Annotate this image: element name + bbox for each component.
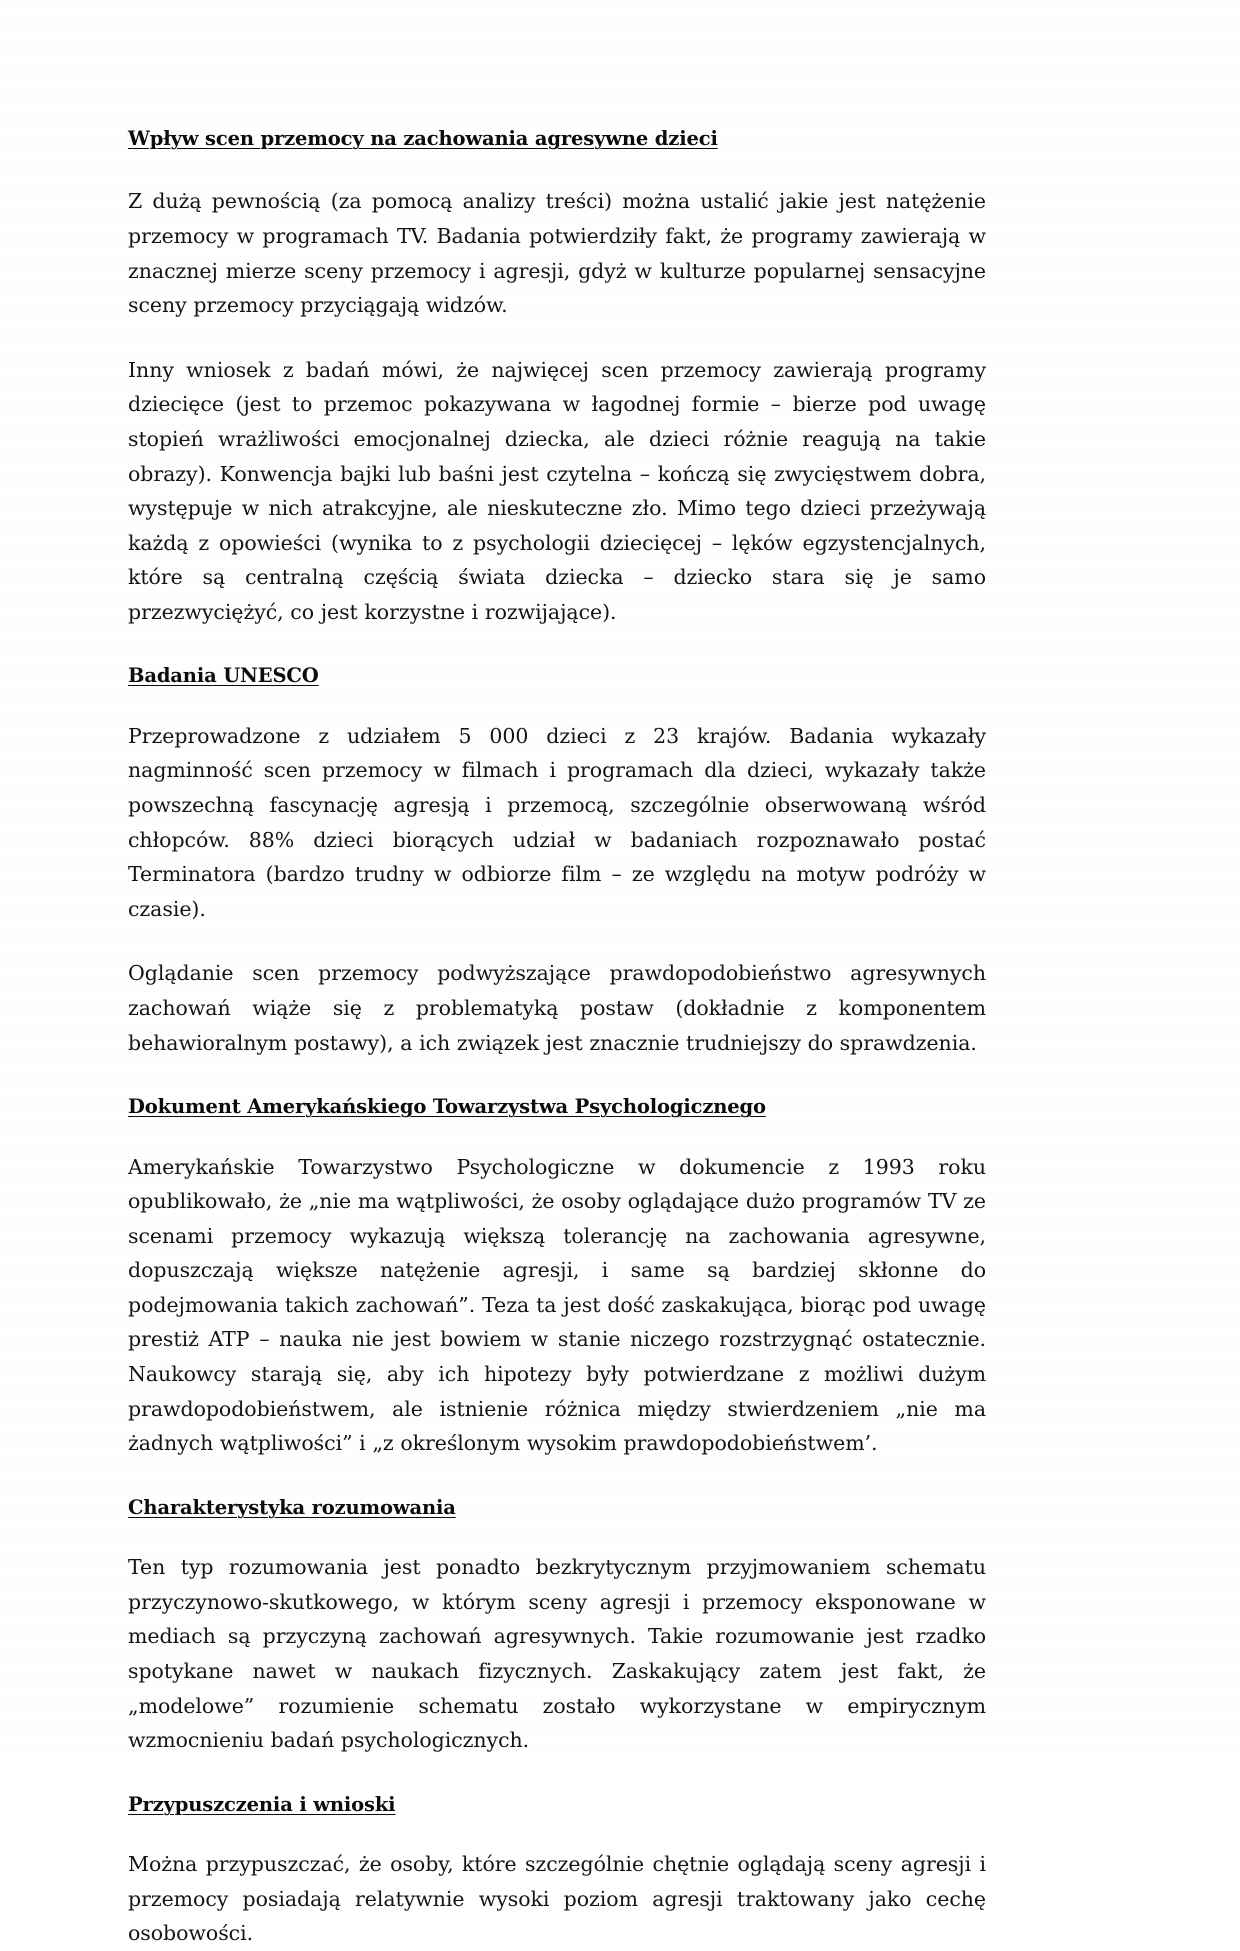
paragraph-unesco-results: Przeprowadzone z udziałem 5 000 dzieci z 23 krajów. Badania wykazały nagminność scen przemocy w filmach i programach dla dzieci, wykazały także powszechną fascynację agresją i przemocą, szczególnie obserwowaną wśród chłopców. 88% dzieci biorących udział w badaniach rozpoznawało postać Terminatora (bardzo trudny w odbiorze film – ze względu na motyw podróży w czasie). xyxy=(128,723,986,921)
paragraph-conclusions-body: Można przypuszczać, że osoby, które szczególnie chętnie oglądają sceny agresji i przemocy posiadają relatywnie wysoki poziom agresji traktowany jako cechę osobowości. xyxy=(128,1852,986,1946)
paragraph-children-programs: Inny wniosek z badań mówi, że najwięcej scen przemocy zawierają programy dziecięce (jest to przemoc pokazywana w łagodnej formie – bierze pod uwagę stopień wrażliwości emocjonalnej dziecka, ale dzieci różnie reagują na takie obrazy). Konwencja bajki lub baśni jest czytelna – kończą się zwycięstwem dobra, występuje w nich atrakcyjne, ale nieskuteczne zło. Mimo tego dzieci przeżywają każdą z opowieści (wynika to z psychologii dziecięcej – lęków egzystencjalnych, które są centralną częścią świata dziecka – dziecko stara się je samo przezwyciężyć, co jest korzystne i rozwijające). xyxy=(128,357,986,624)
document-body xyxy=(128,126,986,1951)
page-title: Wpływ scen przemocy na zachowania agresywne dzieci xyxy=(128,127,718,150)
paragraph-apa-1993: Amerykańskie Towarzystwo Psychologiczne w dokumencie z 1993 roku opublikowało, że „nie ma wątpliwości, że osoby oglądające dużo programów TV ze scenami przemocy wykazują większą tolerancję na zachowania agresywne, dopuszczają większe natężenie agresji, i same są bardziej skłonne do podejmowania takich zachowań”. Teza ta jest dość zaskakująca, biorąc pod uwagę prestiż ATP – nauka nie jest bowiem w stanie niczego rozstrzygnąć ostatecznie. Naukowcy starają się, aby ich hipotezy były potwierdzane z możliwi dużym prawdopodobieństwem, ale istnienie różnica między stwierdzeniem „nie ma żadnych wątpliwości” i „z określonym wysokim prawdopodobieństwem’. xyxy=(128,1154,986,1456)
section-heading-unesco: Badania UNESCO xyxy=(128,664,319,688)
section-heading-conclusions: Przypuszczenia i wnioski xyxy=(128,1792,396,1816)
paragraph-attitudes: Oglądanie scen przemocy podwyższające prawdopodobieństwo agresywnych zachowań wiąże się z problematyką postaw (dokładnie z komponentem behawioralnym postawy), a ich związek jest znacznie trudniejszy do sprawdzenia. xyxy=(128,961,986,1055)
section-heading-reasoning: Charakterystyka rozumowania xyxy=(128,1495,456,1519)
section-heading-apa-document: Dokument Amerykańskiego Towarzystwa Psychologicznego xyxy=(128,1095,766,1119)
paragraph-intro: Z dużą pewnością (za pomocą analizy treści) można ustalić jakie jest natężenie przemocy w programach TV. Badania potwierdziły fakt, że programy zawierają w znacznej mierze sceny przemocy i agresji, gdyż w kulturze popularnej sensacyjne sceny przemocy przyciągają widzów. xyxy=(128,189,986,318)
paragraph-reasoning-body: Ten typ rozumowania jest ponadto bezkrytycznym przyjmowaniem schematu przyczynowo-skutkowego, w którym sceny agresji i przemocy eksponowane w mediach są przyczyną zachowań agresywnych. Takie rozumowanie jest rzadko spotykane nawet w naukach fizycznych. Zaskakujący zatem jest fakt, że „modelowe” rozumienie schematu zostało wykorzystane w empirycznym wzmocnieniu badań psychologicznych. xyxy=(128,1555,986,1753)
